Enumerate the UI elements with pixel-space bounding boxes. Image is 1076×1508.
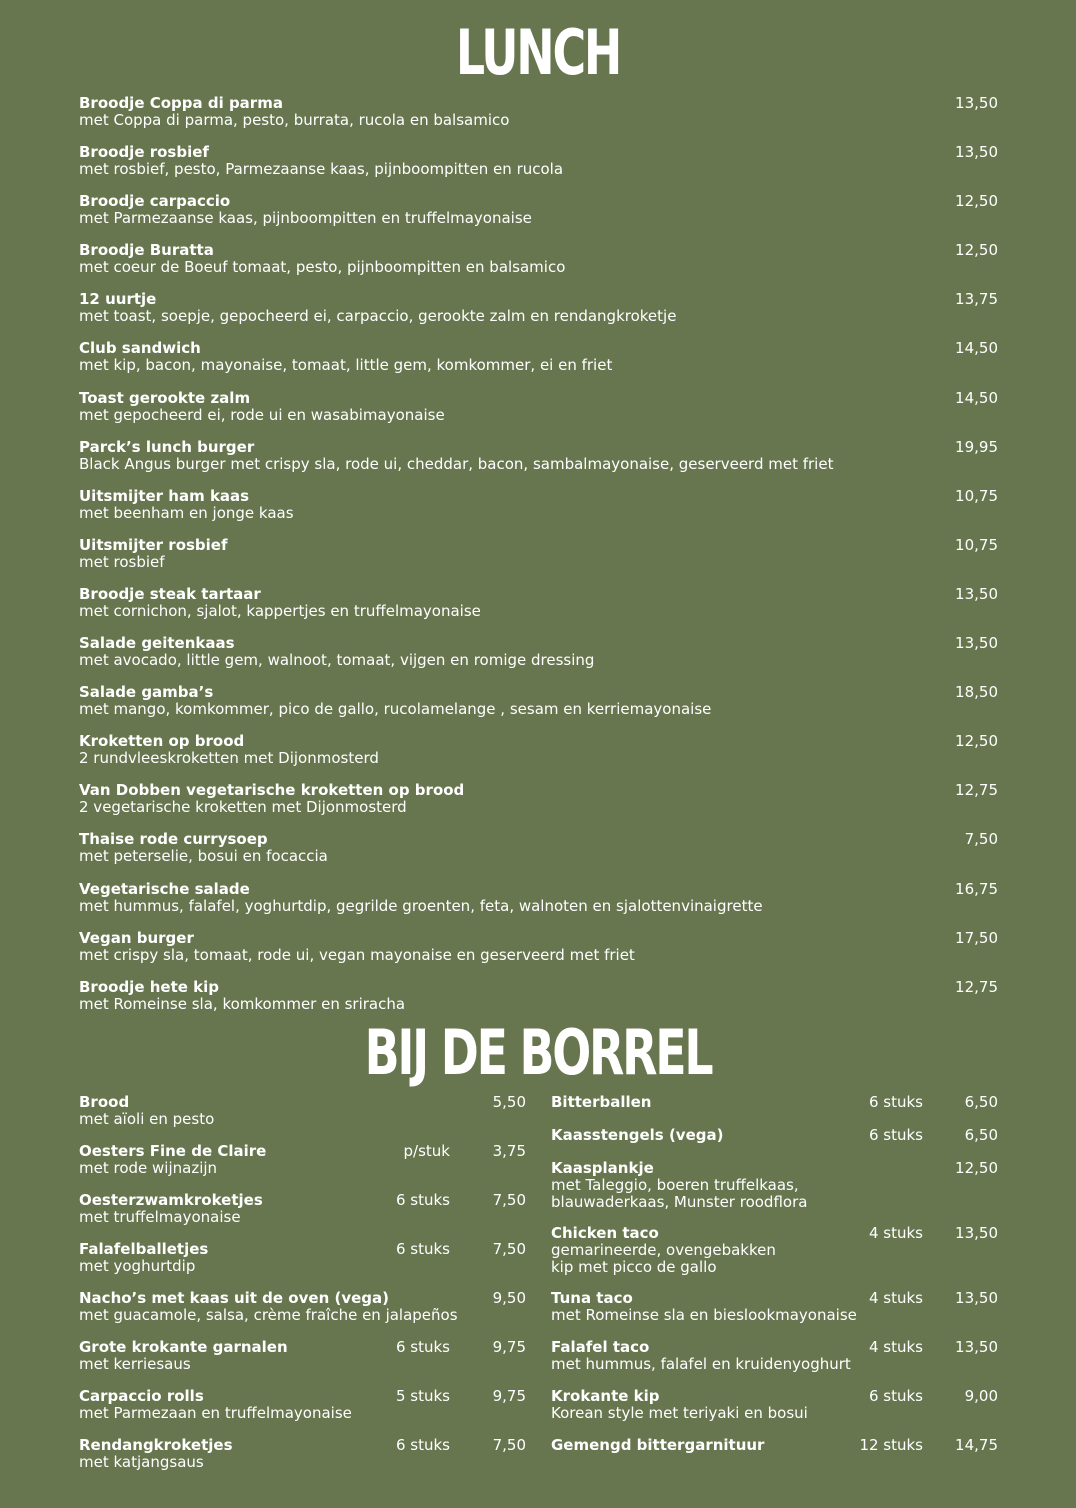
item-name: Broodje rosbief: [79, 143, 209, 162]
menu-item: [79, 1388, 526, 1437]
item-description: met crispy sla, tomaat, rode ui, vegan mayonaise en geserveerd met friet: [79, 945, 635, 964]
item-name: Rendangkroketjes: [79, 1436, 233, 1454]
borrel-menu-left-column: [79, 1094, 526, 1486]
item-quantity: 6 stuks: [395, 1191, 450, 1209]
menu-item: [79, 390, 999, 439]
item-price: 12,75: [955, 977, 998, 996]
item-description: met mango, komkommer, pico de gallo, rucolamelange , sesam en kerriemayonaise: [79, 700, 712, 719]
item-name: Thaise rode currysoep: [79, 830, 268, 849]
menu-item: [79, 930, 999, 979]
item-description: met peterselie, bosui en focaccia: [79, 847, 328, 866]
item-quantity: p/stuk: [403, 1142, 450, 1160]
item-name: Vegan burger: [79, 928, 194, 947]
item-price: 14,50: [955, 388, 998, 407]
item-price: 13,50: [955, 584, 998, 603]
item-name: Broodje Buratta: [79, 241, 214, 260]
item-name: Toast gerookte zalm: [79, 388, 251, 407]
item-name: Parck’s lunch burger: [79, 437, 255, 456]
menu-item: [551, 1339, 998, 1388]
item-name: Gemengd bittergarnituur: [551, 1436, 765, 1454]
item-description: met avocado, little gem, walnoot, tomaat, vijgen en romige dressing: [79, 651, 595, 670]
item-price: 7,50: [492, 1436, 526, 1454]
item-price: 12,50: [955, 192, 998, 211]
menu-item: [551, 1225, 998, 1290]
item-price: 14,75: [955, 1436, 998, 1454]
item-price: 10,75: [955, 535, 998, 554]
menu-item: [79, 1094, 526, 1143]
item-description: met cornichon, sjalot, kappertjes en truffelmayonaise: [79, 601, 481, 620]
item-quantity: 6 stuks: [868, 1387, 923, 1405]
item-description: met coeur de Boeuf tomaat, pesto, pijnboompitten en balsamico: [79, 258, 566, 277]
item-name: Grote krokante garnalen: [79, 1338, 288, 1356]
item-quantity: 6 stuks: [395, 1338, 450, 1356]
menu-item: [551, 1290, 998, 1339]
menu-item: [79, 684, 999, 733]
menu-item: [79, 831, 999, 880]
item-description: met aïoli en pesto: [79, 1110, 215, 1128]
item-description: Black Angus burger met crispy sla, rode ui, cheddar, bacon, sambalmayonaise, geserveerd met friet: [79, 454, 834, 473]
item-price: 12,50: [955, 241, 998, 260]
item-price: 13,50: [955, 143, 998, 162]
item-name: Broodje Coppa di parma: [79, 94, 283, 112]
menu-item: [79, 635, 999, 684]
menu-item: [79, 586, 999, 635]
item-quantity: 6 stuks: [395, 1436, 450, 1454]
lunch-section-title: LUNCH: [455, 16, 621, 89]
item-description: met hummus, falafel, yoghurtdip, gegrilde groenten, feta, walnoten en sjalottenvinaigrette: [79, 896, 763, 915]
item-description: met rosbief, pesto, Parmezaanse kaas, pijnboompitten en rucola: [79, 160, 564, 179]
item-description: met rosbief: [79, 552, 165, 571]
item-description: met toast, soepje, gepocheerd ei, carpaccio, gerookte zalm en rendangkroketje: [79, 307, 677, 326]
item-description-line2: blauwaderkaas, Munster roodflora: [551, 1193, 808, 1211]
item-price: 12,50: [955, 1159, 998, 1177]
item-name: Tuna taco: [551, 1289, 633, 1307]
item-price: 9,75: [492, 1338, 526, 1356]
item-price: 12,50: [955, 732, 998, 751]
item-price: 9,00: [964, 1387, 998, 1405]
menu-item: [79, 782, 999, 831]
item-price: 16,75: [955, 879, 998, 898]
item-description: Korean style met teriyaki en bosui: [551, 1404, 808, 1422]
item-price: 13,75: [955, 290, 998, 309]
item-description: met Parmezaanse kaas, pijnboompitten en truffelmayonaise: [79, 209, 532, 228]
item-price: 13,50: [955, 1224, 998, 1242]
item-name: Kaasstengels (vega): [551, 1126, 724, 1144]
menu-item: [79, 340, 999, 389]
item-quantity: 4 stuks: [868, 1289, 923, 1307]
item-description: 2 rundvleeskroketten met Dijonmosterd: [79, 749, 379, 768]
item-name: Chicken taco: [551, 1224, 659, 1242]
item-description: met Taleggio, boeren truffelkaas,: [551, 1176, 799, 1194]
item-description: met gepocheerd ei, rode ui en wasabimayonaise: [79, 405, 445, 424]
item-description: met rode wijnazijn: [79, 1159, 218, 1177]
item-name: Carpaccio rolls: [79, 1387, 204, 1405]
menu-item: [551, 1437, 998, 1477]
menu-item: [551, 1127, 998, 1160]
item-name: Brood: [79, 1093, 130, 1111]
item-quantity: 6 stuks: [868, 1126, 923, 1144]
item-name: 12 uurtje: [79, 290, 157, 309]
item-name: Kroketten op brood: [79, 732, 245, 751]
item-name: Club sandwich: [79, 339, 201, 358]
lunch-menu-list: [79, 95, 999, 1028]
menu-item: [79, 95, 999, 144]
menu-item: [79, 439, 999, 488]
item-description: met Parmezaan en truffelmayonaise: [79, 1404, 352, 1422]
item-price: 6,50: [964, 1126, 998, 1144]
item-description: met Coppa di parma, pesto, burrata, rucola en balsamico: [79, 111, 510, 129]
item-description: met beenham en jonge kaas: [79, 503, 294, 522]
item-price: 6,50: [964, 1093, 998, 1111]
item-price: 13,50: [955, 94, 998, 112]
borrel-section-title: BIJ DE BORREL: [364, 1016, 712, 1089]
item-description: 2 vegetarische kroketten met Dijonmosterd: [79, 798, 407, 817]
item-name: Uitsmijter ham kaas: [79, 486, 250, 505]
item-name: Bitterballen: [551, 1093, 652, 1111]
item-name: Van Dobben vegetarische kroketten op brood: [79, 781, 465, 800]
item-price: 13,50: [955, 1338, 998, 1356]
borrel-menu-right-column: [551, 1094, 998, 1477]
item-price: 7,50: [964, 830, 998, 849]
menu-item: [79, 1241, 526, 1290]
item-price: 17,50: [955, 928, 998, 947]
item-price: 10,75: [955, 486, 998, 505]
item-price: 7,50: [492, 1240, 526, 1258]
menu-item: [79, 1143, 526, 1192]
menu-item: [79, 242, 999, 291]
item-name: Vegetarische salade: [79, 879, 250, 898]
item-price: 12,75: [955, 781, 998, 800]
item-description: met kip, bacon, mayonaise, tomaat, little gem, komkommer, ei en friet: [79, 356, 613, 375]
menu-item: [79, 1192, 526, 1241]
item-name: Falafel taco: [551, 1338, 650, 1356]
item-description: met guacamole, salsa, crème fraîche en jalapeños: [79, 1306, 458, 1324]
item-name: Krokante kip: [551, 1387, 660, 1405]
menu-item: [79, 291, 999, 340]
menu-item: [79, 1339, 526, 1388]
item-name: Nacho’s met kaas uit de oven (vega): [79, 1289, 389, 1307]
item-name: Oesterzwamkroketjes: [79, 1191, 263, 1209]
item-description: met truffelmayonaise: [79, 1208, 241, 1226]
item-name: Kaasplankje: [551, 1159, 654, 1177]
item-description: met katjangsaus: [79, 1453, 204, 1471]
item-price: 3,75: [492, 1142, 526, 1160]
item-price: 13,50: [955, 1289, 998, 1307]
item-quantity: 6 stuks: [395, 1240, 450, 1258]
item-name: Salade geitenkaas: [79, 634, 235, 653]
menu-item: [79, 537, 999, 586]
item-description: met kerriesaus: [79, 1355, 191, 1373]
menu-item: [79, 1437, 526, 1486]
item-description: met hummus, falafel en kruidenyoghurt: [551, 1355, 851, 1373]
item-description: met Romeinse sla en bieslookmayonaise: [551, 1306, 857, 1324]
item-quantity: 6 stuks: [868, 1093, 923, 1111]
menu-item: [551, 1160, 998, 1225]
item-price: 13,50: [955, 634, 998, 653]
menu-item: [79, 144, 999, 193]
item-description: gemarineerde, ovengebakken: [551, 1241, 776, 1259]
item-name: Falafelballetjes: [79, 1240, 209, 1258]
item-name: Broodje hete kip: [79, 977, 219, 996]
menu-item: [79, 193, 999, 242]
item-name: Uitsmijter rosbief: [79, 535, 228, 554]
menu-item: [551, 1094, 998, 1127]
menu-item: [551, 1388, 998, 1437]
item-price: 9,75: [492, 1387, 526, 1405]
item-quantity: 12 stuks: [859, 1436, 923, 1454]
item-quantity: 5 stuks: [395, 1387, 450, 1405]
item-description-line2: kip met picco de gallo: [551, 1258, 717, 1276]
item-price: 19,95: [955, 437, 998, 456]
item-name: Oesters Fine de Claire: [79, 1142, 267, 1160]
item-name: Broodje steak tartaar: [79, 584, 261, 603]
item-quantity: 4 stuks: [868, 1338, 923, 1356]
item-price: 14,50: [955, 339, 998, 358]
item-description: met yoghurtdip: [79, 1257, 196, 1275]
item-price: 7,50: [492, 1191, 526, 1209]
item-name: Broodje carpaccio: [79, 192, 231, 211]
item-price: 9,50: [492, 1289, 526, 1307]
item-name: Salade gamba’s: [79, 683, 214, 702]
menu-item: [79, 733, 999, 782]
menu-item: [79, 881, 999, 930]
item-price: 18,50: [955, 683, 998, 702]
item-description: met Romeinse sla, komkommer en sriracha: [79, 994, 406, 1013]
menu-item: [79, 1290, 526, 1339]
item-quantity: 4 stuks: [868, 1224, 923, 1242]
item-price: 5,50: [492, 1093, 526, 1111]
menu-item: [79, 488, 999, 537]
